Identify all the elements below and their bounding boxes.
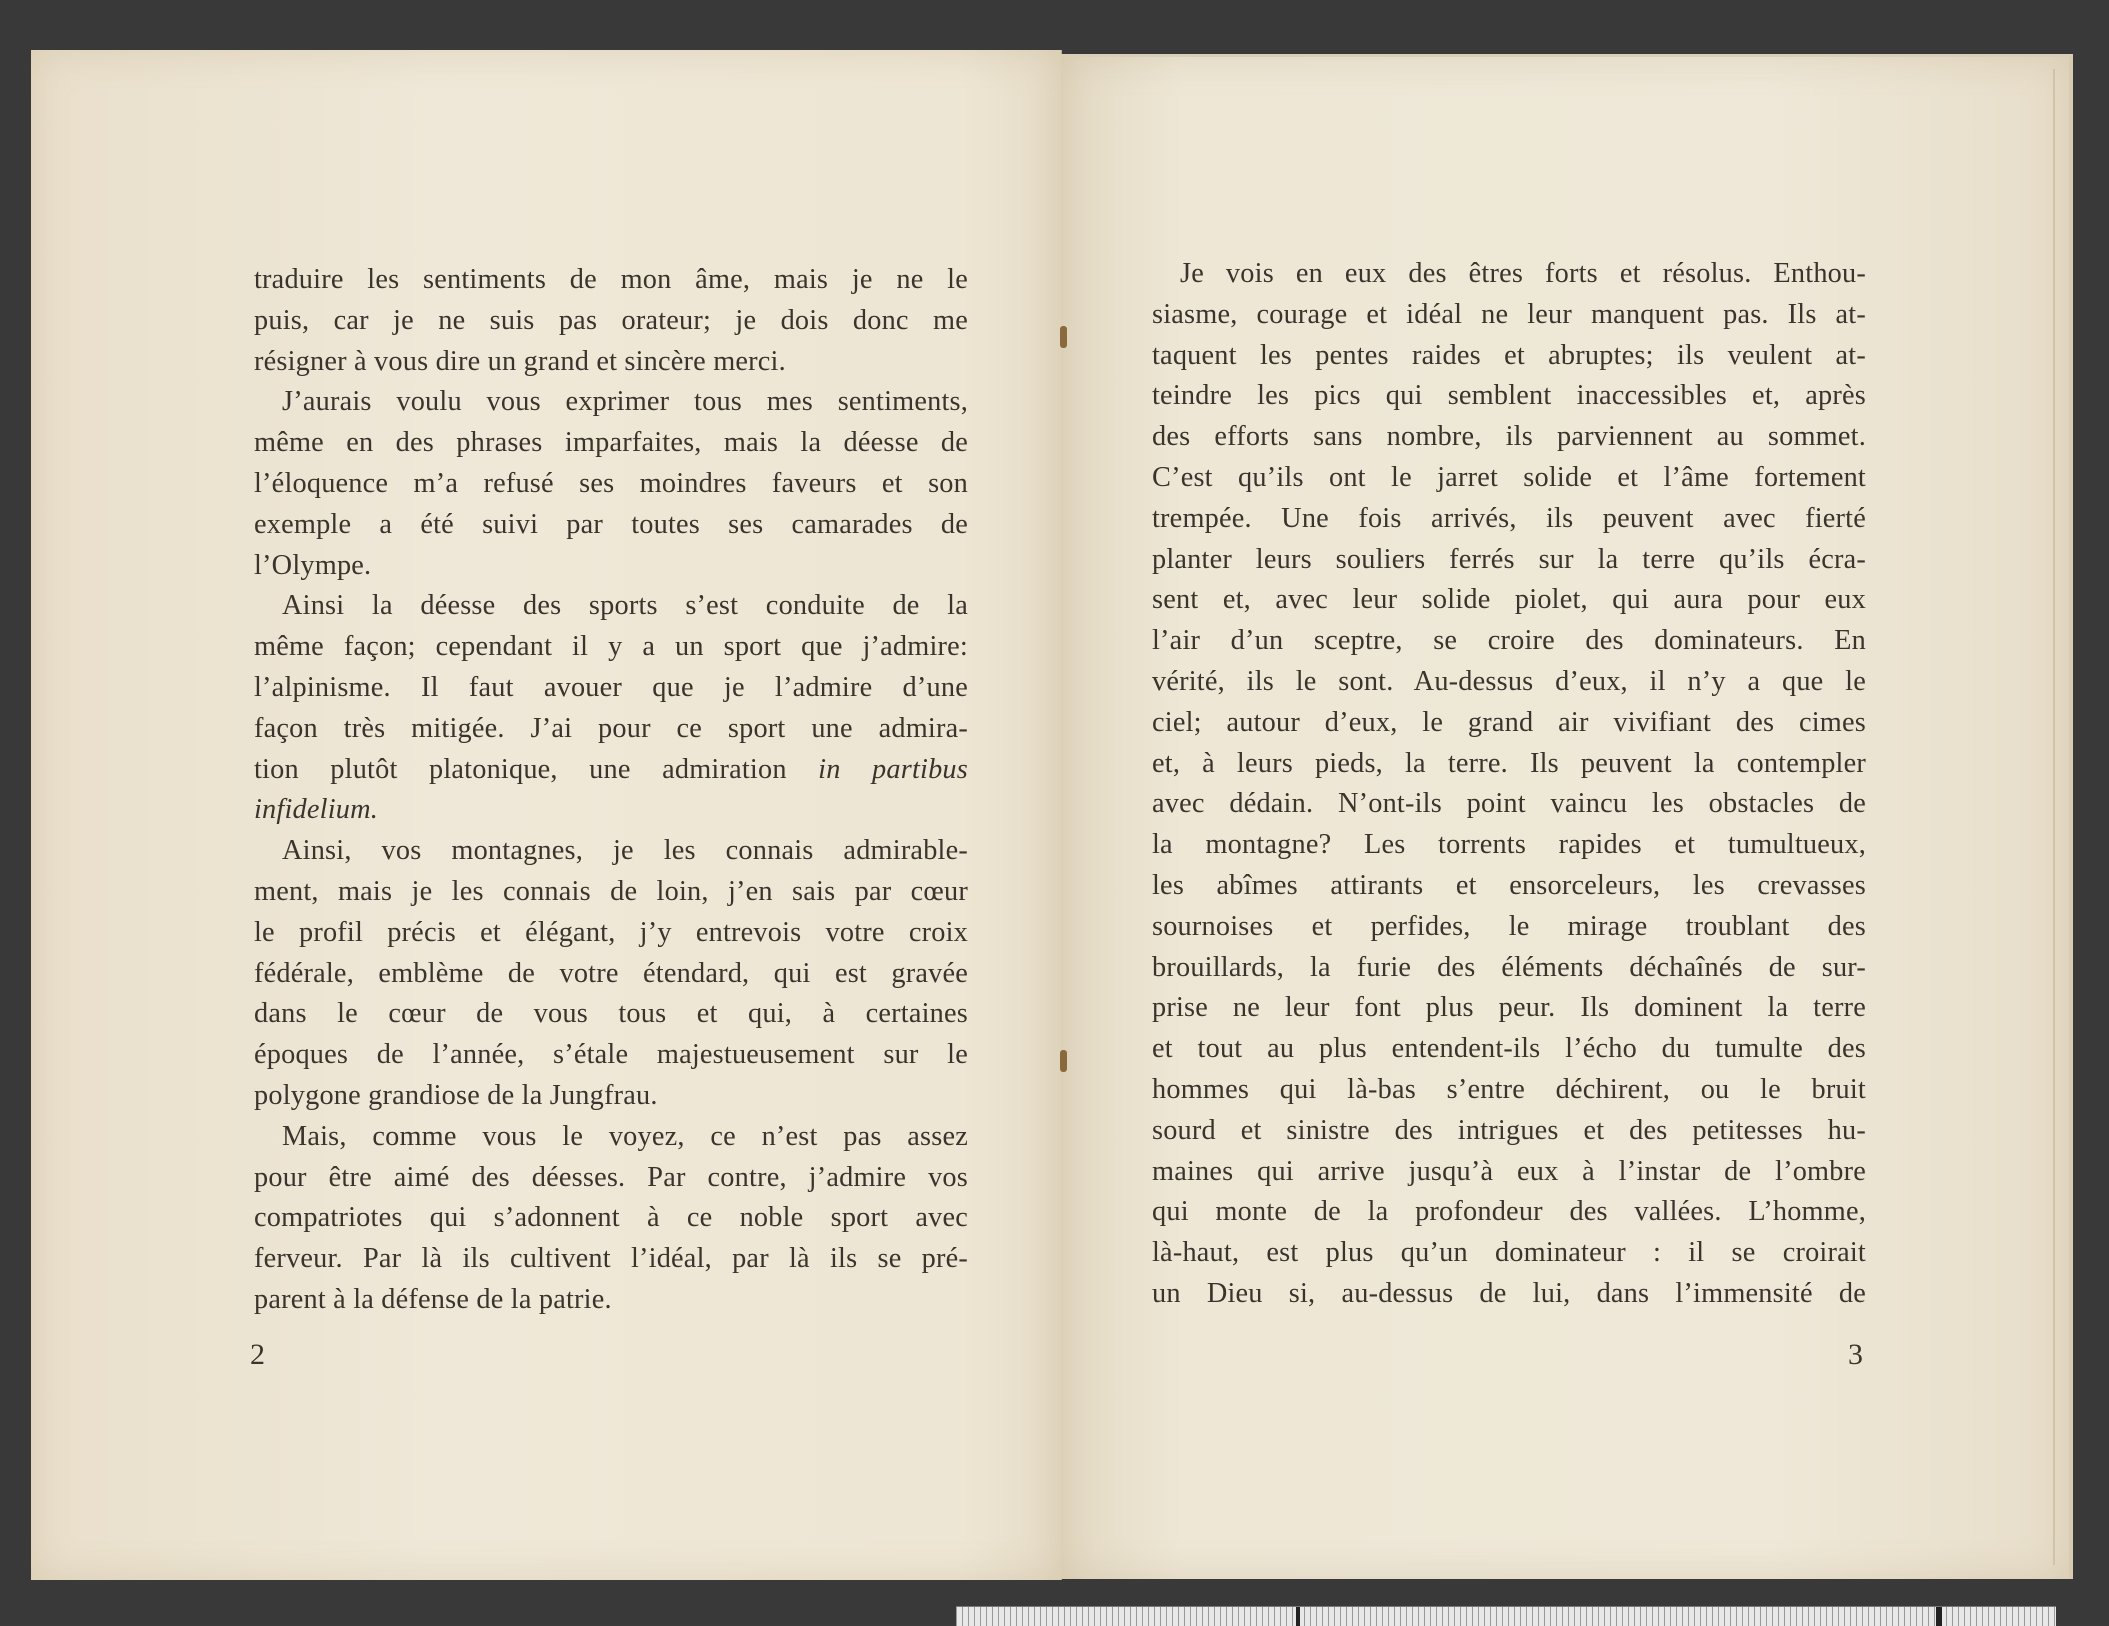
text-line: ciel; autour d’eux, le grand air vivifiant des cimes (1152, 706, 1866, 738)
text-line: Mais, comme vous le voyez, ce n’est pas assez (282, 1120, 968, 1152)
text-line: des efforts sans nombre, ils parviennent au sommet. (1152, 421, 1866, 453)
text-line: l’éloquence m’a refusé ses moindres faveurs et son (254, 467, 968, 499)
text-line: polygone grandiose de la Jungfrau. (254, 1079, 658, 1111)
ruler-dark-segment (1296, 1607, 1300, 1626)
binding-mark-top (1060, 326, 1067, 348)
text-line: prise ne leur font plus peur. Ils dominent la terre (1152, 992, 1866, 1024)
text-run: tion plutôt platonique, une admiration (254, 753, 787, 785)
text-line: J’aurais voulu vous exprimer tous mes sentiments, (282, 386, 968, 418)
left-page-text (254, 260, 968, 1321)
text-line: taquent les pentes raides et abruptes; ils veulent at- (1152, 339, 1866, 371)
binding-mark-bottom (1060, 1050, 1067, 1072)
text-line: vérité, ils le sont. Au-dessus d’eux, il n’y a que le (1152, 665, 1866, 697)
text-line: même façon; cependant il y a un sport que j’admire: (254, 631, 968, 663)
text-line: ment, mais je les connais de loin, j’en sais par cœur (254, 875, 968, 907)
text-line: l’alpinisme. Il faut avouer que je l’admire d’une (254, 671, 968, 703)
text-line: C’est qu’ils ont le jarret solide et l’âme fortement (1152, 461, 1866, 493)
text-line: Ainsi la déesse des sports s’est conduite de la (282, 590, 968, 622)
text-line: compatriotes qui s’adonnent à ce noble sport avec (254, 1202, 968, 1234)
text-line: brouillards, la furie des éléments déchaînés de sur- (1152, 951, 1866, 983)
text-line: le profil précis et élégant, j’y entrevois votre croix (254, 916, 968, 948)
text-line: qui monte de la profondeur des vallées. L’homme, (1152, 1196, 1866, 1228)
text-line: siasme, courage et idéal ne leur manquent pas. Ils at- (1152, 298, 1866, 330)
text-line: et, à leurs pieds, la terre. Ils peuvent la contempler (1152, 747, 1866, 779)
text-line: résigner à vous dire un grand et sincère merci. (254, 345, 786, 377)
text-line: l’air d’un sceptre, se croire des dominateurs. En (1152, 625, 1866, 657)
text-line: ferveur. Par là ils cultivent l’idéal, par là ils se pré- (254, 1243, 968, 1275)
text-line: Je vois en eux des êtres forts et résolus. Enthou- (1180, 258, 1866, 289)
text-line: dans le cœur de vous tous et qui, à certaines (254, 998, 968, 1030)
text-line: et tout au plus entendent-ils l’écho du tumulte des (1152, 1033, 1866, 1065)
text-line: sent et, avec leur solide piolet, qui aura pour eux (1152, 584, 1866, 616)
text-line: la montagne? Les torrents rapides et tumultueux, (1152, 829, 1866, 861)
text-line: l’Olympe. (254, 549, 372, 581)
scale-ruler (956, 1606, 2056, 1626)
text-line: planter leurs souliers ferrés sur la terre qu’ils écra- (1152, 543, 1866, 575)
ruler-dark-segment (1936, 1607, 1942, 1626)
italic-phrase: in partibus (818, 753, 968, 785)
text-line: les abîmes attirants et ensorceleurs, les crevasses (1152, 869, 1866, 901)
text-line: trempée. Une fois arrivés, ils peuvent avec fierté (1152, 502, 1866, 534)
text-line: sournoises et perfides, le mirage troublant des (1152, 910, 1866, 942)
italic-phrase: infidelium. (254, 794, 379, 826)
text-line: Ainsi, vos montagnes, je les connais admirable- (282, 835, 968, 867)
text-line: hommes qui là-bas s’entre déchirent, ou le bruit (1152, 1073, 1866, 1105)
text-line: traduire les sentiments de mon âme, mais je ne le (254, 264, 968, 295)
text-line: puis, car je ne suis pas orateur; je dois donc me (254, 304, 968, 336)
text-line: là-haut, est plus qu’un dominateur : il se croirait (1152, 1237, 1866, 1269)
text-line (254, 790, 968, 831)
text-line: maines qui arrive jusqu’à eux à l’instar de l’ombre (1152, 1155, 1866, 1187)
page-number-right: 3 (1848, 1338, 1863, 1371)
text-line: pour être aimé des déesses. Par contre, j’admire vos (254, 1161, 968, 1193)
text-line: parent à la défense de la patrie. (254, 1283, 612, 1315)
text-line-with-italic (254, 750, 968, 791)
page-number-left: 2 (250, 1338, 265, 1371)
text-line: sourd et sinistre des intrigues et des petitesses hu- (1152, 1114, 1866, 1146)
text-line: même en des phrases imparfaites, mais la déesse de (254, 427, 968, 459)
text-line: un Dieu si, au-dessus de lui, dans l’immensité de (1152, 1277, 1866, 1309)
text-line: façon très mitigée. J’ai pour ce sport une admira- (254, 712, 968, 744)
text-line: teindre les pics qui semblent inaccessibles et, après (1152, 380, 1866, 412)
text-line: exemple a été suivi par toutes ses camarades de (254, 508, 968, 540)
text-line: avec dédain. N’ont-ils point vaincu les obstacles de (1152, 788, 1866, 820)
text-line: fédérale, emblème de votre étendard, qui est gravée (254, 957, 968, 989)
text-line: époques de l’année, s’étale majestueusement sur le (254, 1039, 968, 1071)
right-page-text (1152, 254, 1866, 1315)
